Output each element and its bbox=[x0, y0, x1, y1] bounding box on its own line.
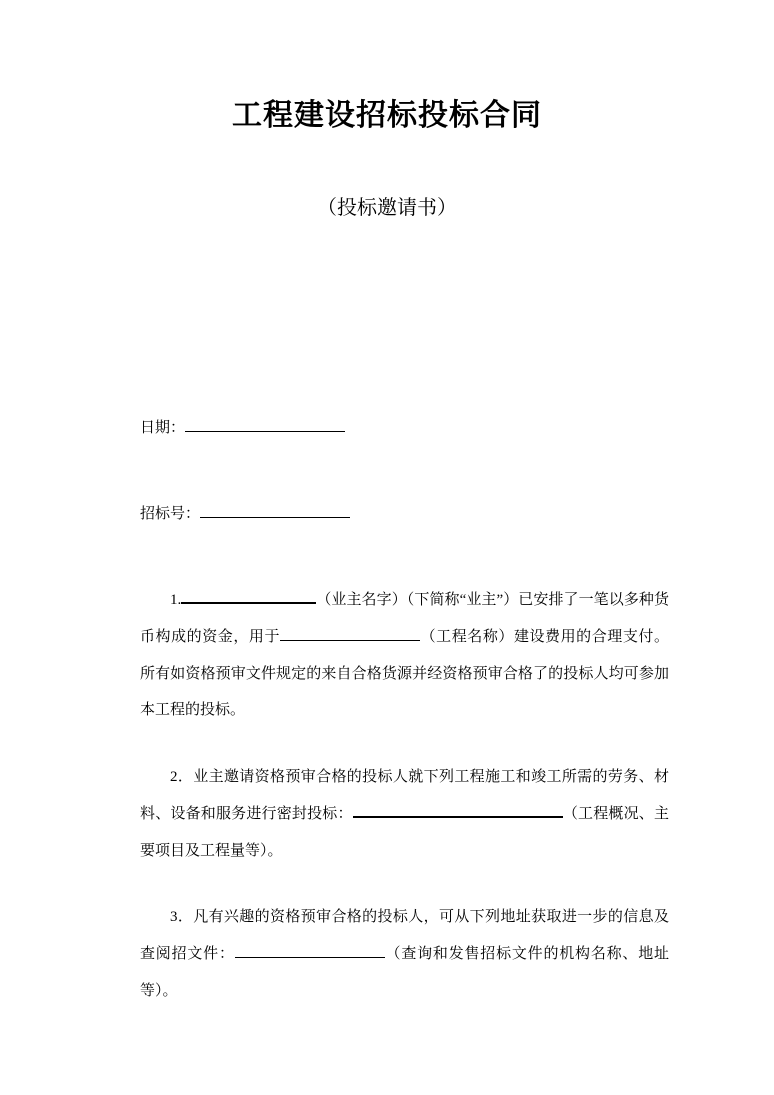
clause-3-number: 3． bbox=[170, 909, 194, 926]
clause-3-address-blank[interactable] bbox=[235, 942, 385, 958]
clause-1-text-b: （工程名称）建设费用的合理支付。所有如资格预审文件规定的来自合格货源并经资格预审合格了的投标人均可参加本工程的投标。 bbox=[140, 628, 669, 719]
clause-1-project-blank[interactable] bbox=[280, 625, 420, 641]
field-date-input[interactable] bbox=[185, 416, 345, 432]
clause-2-scope-blank[interactable] bbox=[353, 801, 563, 818]
clause-1-text-a: （业主名字）（下简称“业主”）已安排了一笔以多种货币构成的资金，用于 bbox=[140, 592, 669, 645]
field-tender-number-label: 招标号： bbox=[140, 506, 201, 522]
clause-2 bbox=[140, 759, 669, 869]
page-subtitle: （投标邀请书） bbox=[317, 197, 457, 219]
clause-1-owner-blank[interactable] bbox=[181, 587, 316, 604]
field-date-label: 日期： bbox=[140, 420, 186, 436]
clause-1 bbox=[140, 582, 669, 729]
clause-1-number: 1. bbox=[170, 592, 182, 608]
clause-3-text-a: 凡有兴趣的资格预审合格的投标人，可从下列地址获取进一步的信息及查阅招文件： bbox=[140, 909, 669, 962]
field-date bbox=[140, 416, 669, 440]
field-tender-number-input[interactable] bbox=[200, 502, 350, 518]
clause-3-text-b: （查询和发售招标文件的机构名称、地址等）。 bbox=[140, 946, 669, 999]
page-title: 工程建设招标投标合同 bbox=[232, 99, 542, 132]
field-tender-number bbox=[140, 502, 669, 526]
document-body bbox=[0, 370, 774, 1010]
clause-2-number: 2． bbox=[170, 769, 194, 785]
clause-2-text-a: 业主邀请资格预审合格的投标人就下列工程施工和竣工所需的劳务、材料、设备和服务进行密封投标： bbox=[140, 769, 669, 822]
clause-3 bbox=[140, 899, 669, 1009]
clause-2-text-b: （工程概况、主要项目及工程量等）。 bbox=[140, 805, 669, 859]
